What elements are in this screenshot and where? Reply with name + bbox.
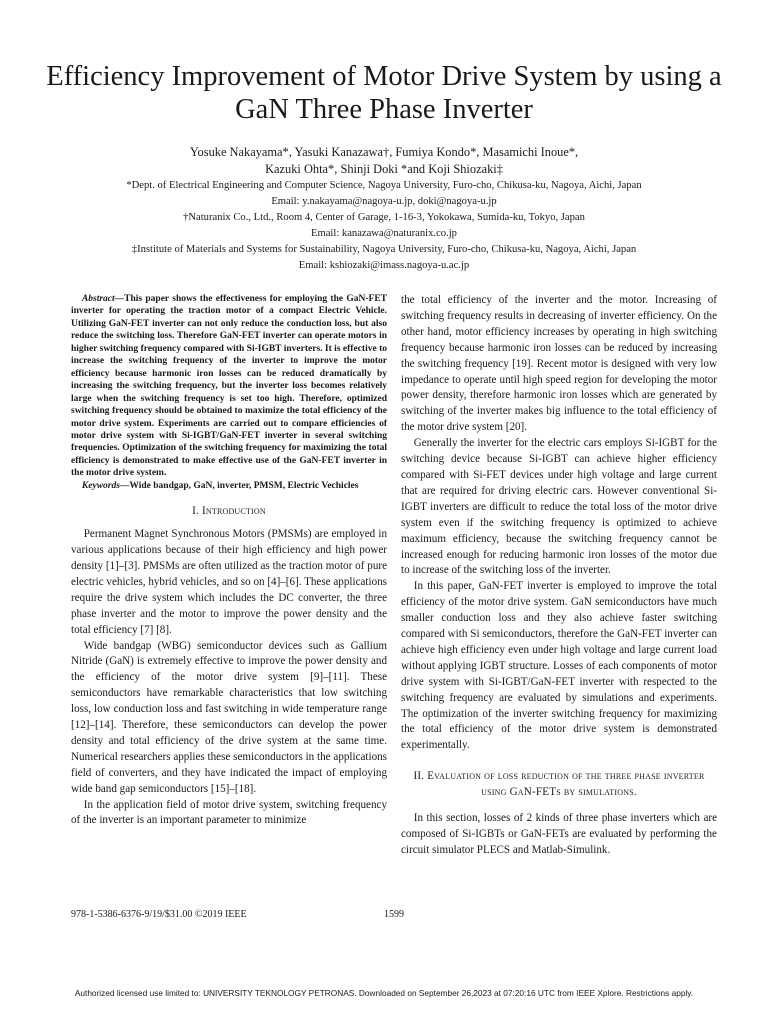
abstract-label: Abstract— [81,294,125,304]
keywords [71,480,387,492]
body-paragraph: In this section, losses of 2 kinds of three phase inverters which are composed of Si-IGBTs or GaN-FETs are evaluated by performing the circuit simulator PLECS and Matlab-Simulink. [401,812,717,856]
affiliation-line: *Dept. of Electrical Engineering and Computer Science, Nagoya University, Furo-cho, Chikusa-ku, Nagoya, Aichi, Japan [126,180,642,191]
section-heading-introduction: I. Introduction [192,505,266,518]
copyright-line: 978-1-5386-6376-9/19/$31.00 ©2019 IEEE [71,909,247,920]
section-heading-evaluation: II. Evaluation of loss reduction of the three phase inverter using GaN-FETs by simulations. [413,770,705,799]
body-paragraph: the total efficiency of the inverter and the motor. Increasing of switching frequency results in decreasing of inverter efficiency. On the other hand, motor efficiency increases by operating in high switching frequency because harmonic iron losses can be reduced by increasing the switching frequency [19]. Recent motor is designed with very low impedance to operate until high speed region for developing the motor power density, therefore harmonic iron losses which are generated by switching of the inverter makes big influence to the total efficiency of the motor drive system [20]. [401,294,717,434]
body-paragraph: In the application field of motor drive system, switching frequency of the inverter is an important parameter to minimize [71,798,387,827]
affiliation-line: ‡Institute of Materials and Systems for Sustainability, Nagoya University, Furo-cho, Chikusa-ku, Nagoya, Aichi, Japan [131,243,637,255]
author-line: Yosuke Nakayama*, Yasuki Kanazawa†, Fumiya Kondo*, Masamichi Inoue*, [189,145,579,159]
body-paragraph: Permanent Magnet Synchronous Motors (PMSMs) are employed in various applications because of their high efficiency and high power density [1]–[3]. PMSMs are often utilized as the traction motor of pure electric vehicles, hybrid vehicles, and so on [4]–[6]. These applications require the drive system which includes the DC converter, the three phase inverter and the motor to improve the power density and the total efficiency [7] [8]. [71,528,387,636]
body-paragraph: In this paper, GaN-FET inverter is employed to improve the total efficiency of the motor drive system. GaN semiconductors have much smaller conduction loss and they also achieve faster switching compared with Si semiconductors, therefore the GaN-FET inverter can achieve high efficiency even under high voltage and large current load without applying IGBT structure. Losses of each components of motor drive system with Si-IGBT/GaN-FET inverter with respected to the switching frequency are evaluated by simulations and experiments. The optimization of the inverter switching frequency for maximizing the total efficiency of the motor drive system is demonstrated experimentally. [401,580,717,752]
author-line: Kazuki Ohta*, Shinji Doki *and Koji Shiozaki‡ [265,162,503,176]
abstract [71,293,387,480]
abstract-text: This paper shows the effectiveness for employing the GaN-FET inverter for operating the traction motor of a compact Electric Vehicle. Utilizing GaN-FET inverter can not only reduce the conduction loss, but also reduce the switching loss. Therefore GaN-FET inverter can operate motors in higher switching frequency compared with Si-IGBT inverters. It is effective to increase the switching frequency of the inverter to improve the motor efficiency because harmonic iron losses can be reduced dramatically by increasing the switching frequency, but the inverter loss becomes relatively large when the switching frequency is set too high. Therefore, optimized switching frequency should be obtained to maximize the total efficiency of the motor drive system. Experiments are carried out to compare efficiencies of motor drive system with Si-IGBT/GaN-FET inverter in several switching frequencies. Optimization of the switching frequency for maximizing the total efficiency is demonstrated to make effective use of the GaN-FET inverter in the motor drive system. [71,294,387,479]
body-paragraph: Wide bandgap (WBG) semiconductor devices such as Gallium Nitride (GaN) is extremely effective to improve the power density and the efficiency of the motor drive system [9]–[11]. These semiconductors have remarkable characteristics that low switching loss, low conduction loss and fast switching in wide temperature range [12]–[14]. Therefore, these semiconductors can develop the power density and total efficiency of the drive system at the same time. Numerical researchers applies these semiconductors in the applications field of converters, and they have indicated the impact of employing wide band gap semiconductors [15]–[18]. [71,639,387,795]
body-paragraph: Generally the inverter for the electric cars employs Si-IGBT for the switching device because Si-IGBT can achieve higher efficiency compared with Si-FET devices under high voltage and large current that are required for driving electric cars. However conventional Si-IGBT inverters are difficult to reduce the total loss of the motor drive system even if the switching frequency is optimized to achieve maximum efficiency, because the switching frequency cannot be increased enough for reducing harmonic iron losses of the motor due to increase of the switching loss of the inverter. [401,437,717,577]
affiliation-block [20,178,748,273]
email-line: Email: kanazawa@naturanix.co.jp [311,227,457,239]
email-line: Email: kshiozaki@imass.nagoya-u.ac.jp [298,259,470,271]
right-column [401,293,717,859]
affiliation-line: †Naturanix Co., Ltd., Room 4, Center of Garage, 1-16-3, Yokokawa, Sumida-ku, Tokyo, Japan [183,211,585,223]
keywords-text: Wide bandgap, GaN, inverter, PMSM, Electric Vechicles [129,480,359,491]
page-number: 1599 [384,909,404,920]
email-line: Email: y.nakayama@nagoya-u.jp, doki@nagoya-u.jp [271,195,497,207]
left-column [71,293,387,829]
author-list [40,144,728,178]
paper-title: Efficiency Improvement of Motor Drive System by using a GaN Three Phase Inverter [46,61,722,125]
license-notice: Authorized licensed use limited to: UNIVERSITY TEKNOLOGY PETRONAS. Downloaded on September 26,2023 at 07:20:16 UTC from IEEE Xplore. Restrictions apply. [74,988,694,998]
keywords-label: Keywords— [81,480,130,491]
